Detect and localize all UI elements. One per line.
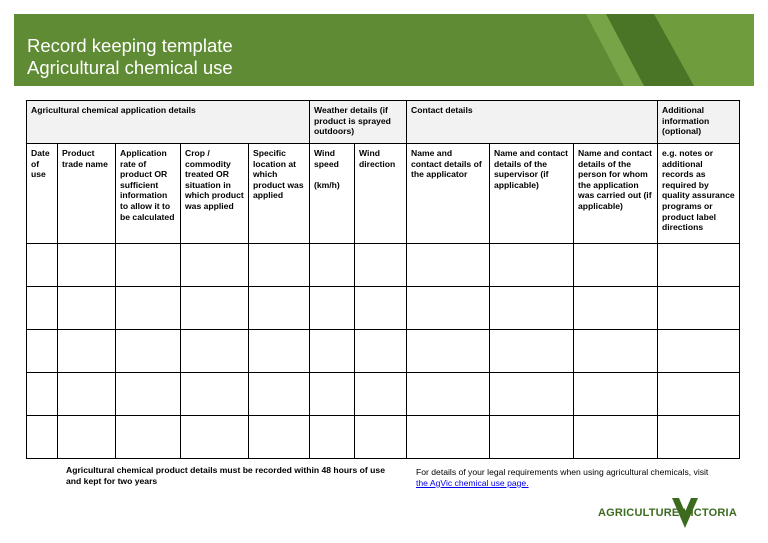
table-row <box>27 416 740 459</box>
table-cell[interactable] <box>407 287 490 330</box>
column-header: Wind direction <box>355 144 407 244</box>
table-cell[interactable] <box>490 244 574 287</box>
table-cell[interactable] <box>490 416 574 459</box>
table-cell[interactable] <box>407 373 490 416</box>
table-cell[interactable] <box>181 416 249 459</box>
group-header-additional: Additional information (optional) <box>658 101 740 144</box>
column-header: Name and contact details of the supervisor (if applicable) <box>490 144 574 244</box>
column-header: Date of use <box>27 144 58 244</box>
table-cell[interactable] <box>355 330 407 373</box>
agriculture-victoria-logo <box>598 498 743 530</box>
table-row <box>27 287 740 330</box>
table-cell[interactable] <box>574 373 658 416</box>
column-header: Product trade name <box>58 144 116 244</box>
retention-note: Agricultural chemical product details must be recorded within 48 hours of use and kept for two years <box>66 465 385 486</box>
table-row <box>27 330 740 373</box>
group-header-contact: Contact details <box>407 101 658 144</box>
table-cell[interactable] <box>181 373 249 416</box>
column-header: Application rate of product OR sufficient information to allow it to be calculated <box>116 144 181 244</box>
table-cell[interactable] <box>27 244 58 287</box>
table-cell[interactable] <box>27 330 58 373</box>
table-cell[interactable] <box>310 330 355 373</box>
table-cell[interactable] <box>658 287 740 330</box>
column-header: Name and contact details of the applicator <box>407 144 490 244</box>
legal-note-text: For details of your legal requirements when using agricultural chemicals, visit <box>416 467 709 477</box>
table-cell[interactable] <box>116 373 181 416</box>
table-cell[interactable] <box>355 416 407 459</box>
table-cell[interactable] <box>490 373 574 416</box>
legal-note <box>416 467 746 488</box>
logo-word-agriculture: AGRICULTURE <box>598 507 680 519</box>
logo-word-victoria: VICTORIA <box>683 507 737 519</box>
table-cell[interactable] <box>658 416 740 459</box>
table-cell[interactable] <box>310 416 355 459</box>
table-cell[interactable] <box>27 373 58 416</box>
table-cell[interactable] <box>181 287 249 330</box>
group-header-application: Agricultural chemical application details <box>27 101 310 144</box>
group-header-weather: Weather details (if product is sprayed outdoors) <box>310 101 407 144</box>
column-header: Wind speed (km/h) <box>310 144 355 244</box>
table-cell[interactable] <box>116 287 181 330</box>
table-cell[interactable] <box>574 244 658 287</box>
table-cell[interactable] <box>116 244 181 287</box>
title-line-1: Record keeping template <box>27 35 233 56</box>
table-cell[interactable] <box>310 244 355 287</box>
agvic-link[interactable]: the AgVic chemical use page. <box>416 477 529 488</box>
table-cell[interactable] <box>58 244 116 287</box>
table-cell[interactable] <box>407 330 490 373</box>
column-header: Specific location at which product was applied <box>249 144 310 244</box>
table-cell[interactable] <box>249 373 310 416</box>
title-line-2: Agricultural chemical use <box>27 57 233 78</box>
table-cell[interactable] <box>58 373 116 416</box>
table-cell[interactable] <box>58 287 116 330</box>
table-cell[interactable] <box>249 287 310 330</box>
table-cell[interactable] <box>574 330 658 373</box>
table-cell[interactable] <box>116 416 181 459</box>
table-cell[interactable] <box>249 416 310 459</box>
table-cell[interactable] <box>58 330 116 373</box>
column-header: Name and contact details of the person for whom the application was carried out (if applicable) <box>574 144 658 244</box>
header-banner <box>14 14 754 86</box>
table-cell[interactable] <box>355 373 407 416</box>
page-title <box>27 35 233 79</box>
table-cell[interactable] <box>490 330 574 373</box>
record-table <box>26 100 740 459</box>
table-cell[interactable] <box>355 244 407 287</box>
table-row <box>27 373 740 416</box>
table-cell[interactable] <box>116 330 181 373</box>
table-cell[interactable] <box>58 416 116 459</box>
table-cell[interactable] <box>407 244 490 287</box>
table-cell[interactable] <box>574 416 658 459</box>
table-cell[interactable] <box>407 416 490 459</box>
table-cell[interactable] <box>574 287 658 330</box>
table-cell[interactable] <box>27 287 58 330</box>
table-cell[interactable] <box>181 330 249 373</box>
table-cell[interactable] <box>310 373 355 416</box>
table-cell[interactable] <box>249 244 310 287</box>
table-row <box>27 244 740 287</box>
table-cell[interactable] <box>490 287 574 330</box>
table-cell[interactable] <box>310 287 355 330</box>
table-cell[interactable] <box>249 330 310 373</box>
table-cell[interactable] <box>181 244 249 287</box>
table-cell[interactable] <box>658 244 740 287</box>
column-header: e.g. notes or additional records as required by quality assurance programs or product label directions <box>658 144 740 244</box>
table-cell[interactable] <box>658 330 740 373</box>
table-cell[interactable] <box>658 373 740 416</box>
column-header: Crop / commodity treated OR situation in which product was applied <box>181 144 249 244</box>
table-cell[interactable] <box>27 416 58 459</box>
table-cell[interactable] <box>355 287 407 330</box>
